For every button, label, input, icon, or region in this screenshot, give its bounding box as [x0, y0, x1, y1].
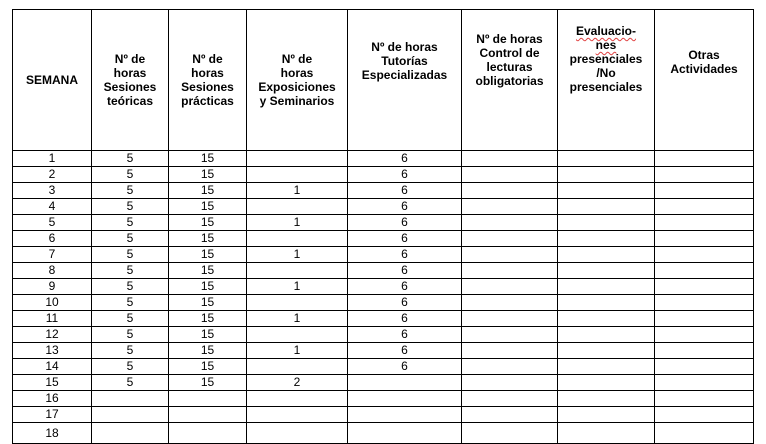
- cell-practicas: 15: [169, 375, 247, 391]
- header-line: Nº de: [192, 52, 223, 66]
- cell-teoricas: 5: [92, 263, 169, 279]
- cell-semana: 13: [13, 343, 92, 359]
- cell-lecturas: [462, 215, 558, 231]
- cell-evaluaciones: [558, 167, 655, 183]
- cell-otras: [655, 391, 754, 407]
- cell-tutorias: [348, 391, 462, 407]
- cell-tutorias: 6: [348, 327, 462, 343]
- table-row: [13, 327, 754, 343]
- cell-teoricas: 5: [92, 359, 169, 375]
- table-row: [13, 199, 754, 215]
- header-line: Evaluacio-: [575, 24, 637, 38]
- header-line: Nº de horas: [371, 40, 438, 54]
- cell-evaluaciones: [558, 263, 655, 279]
- cell-practicas: 15: [169, 327, 247, 343]
- header-line: Nº de: [281, 52, 313, 66]
- cell-teoricas: 5: [92, 327, 169, 343]
- cell-lecturas: [462, 151, 558, 167]
- cell-tutorias: 6: [348, 311, 462, 327]
- cell-practicas: 15: [169, 199, 247, 215]
- cell-semana: 8: [13, 263, 92, 279]
- cell-otras: [655, 167, 754, 183]
- cell-exposiciones: [247, 199, 348, 215]
- header-line: Otras: [688, 48, 720, 62]
- header-line: y Seminarios: [259, 94, 335, 108]
- cell-tutorias: 6: [348, 231, 462, 247]
- cell-exposiciones: 1: [247, 311, 348, 327]
- cell-evaluaciones: [558, 327, 655, 343]
- cell-exposiciones: [247, 231, 348, 247]
- cell-teoricas: 5: [92, 247, 169, 263]
- cell-practicas: 15: [169, 183, 247, 199]
- cell-tutorias: 6: [348, 167, 462, 183]
- header-semana: [13, 10, 92, 151]
- weekly-hours-table: [12, 9, 754, 444]
- cell-teoricas: 5: [92, 311, 169, 327]
- cell-exposiciones: 1: [247, 215, 348, 231]
- cell-lecturas: [462, 327, 558, 343]
- cell-semana: 14: [13, 359, 92, 375]
- cell-lecturas: [462, 247, 558, 263]
- cell-semana: 3: [13, 183, 92, 199]
- cell-practicas: [169, 391, 247, 407]
- table-row: [13, 407, 754, 423]
- cell-practicas: 15: [169, 343, 247, 359]
- header-line: Sesiones: [181, 80, 234, 94]
- cell-exposiciones: [247, 295, 348, 311]
- cell-lecturas: [462, 359, 558, 375]
- cell-semana: 1: [13, 151, 92, 167]
- table-row: [13, 343, 754, 359]
- cell-otras: [655, 151, 754, 167]
- header-line: Nº de: [114, 52, 146, 66]
- cell-evaluaciones: [558, 311, 655, 327]
- cell-otras: [655, 359, 754, 375]
- cell-tutorias: [348, 375, 462, 391]
- cell-tutorias: 6: [348, 199, 462, 215]
- cell-semana: 12: [13, 327, 92, 343]
- schedule-table-container: [12, 9, 754, 444]
- cell-tutorias: 6: [348, 343, 462, 359]
- cell-lecturas: [462, 375, 558, 391]
- cell-practicas: [169, 407, 247, 423]
- cell-evaluaciones: [558, 343, 655, 359]
- header-row: [13, 10, 754, 151]
- cell-teoricas: 5: [92, 183, 169, 199]
- cell-teoricas: 5: [92, 151, 169, 167]
- cell-semana: 5: [13, 215, 92, 231]
- cell-otras: [655, 183, 754, 199]
- cell-practicas: 15: [169, 279, 247, 295]
- cell-evaluaciones: [558, 407, 655, 423]
- cell-tutorias: 6: [348, 151, 462, 167]
- header-exposiciones: [247, 10, 348, 151]
- cell-otras: [655, 343, 754, 359]
- cell-evaluaciones: [558, 247, 655, 263]
- cell-exposiciones: 2: [247, 375, 348, 391]
- cell-tutorias: 6: [348, 295, 462, 311]
- cell-semana: 7: [13, 247, 92, 263]
- header-line: Exposiciones: [258, 80, 336, 94]
- cell-evaluaciones: [558, 375, 655, 391]
- header-line: Sesiones: [103, 80, 157, 94]
- header-line: horas: [191, 66, 224, 80]
- header-line: obligatorias: [475, 74, 544, 88]
- cell-tutorias: 6: [348, 279, 462, 295]
- cell-exposiciones: 1: [247, 343, 348, 359]
- cell-practicas: 15: [169, 231, 247, 247]
- cell-otras: [655, 375, 754, 391]
- cell-teoricas: 5: [92, 199, 169, 215]
- table-row: [13, 167, 754, 183]
- cell-evaluaciones: [558, 295, 655, 311]
- cell-lecturas: [462, 167, 558, 183]
- table-body: [13, 151, 754, 444]
- cell-teoricas: 5: [92, 167, 169, 183]
- cell-exposiciones: [247, 359, 348, 375]
- cell-otras: [655, 327, 754, 343]
- cell-lecturas: [462, 391, 558, 407]
- cell-exposiciones: [247, 391, 348, 407]
- cell-semana: 10: [13, 295, 92, 311]
- cell-exposiciones: [247, 167, 348, 183]
- cell-semana: 15: [13, 375, 92, 391]
- cell-lecturas: [462, 263, 558, 279]
- cell-practicas: 15: [169, 215, 247, 231]
- cell-otras: [655, 215, 754, 231]
- cell-lecturas: [462, 183, 558, 199]
- table-row: [13, 391, 754, 407]
- cell-evaluaciones: [558, 183, 655, 199]
- cell-tutorias: 6: [348, 359, 462, 375]
- cell-exposiciones: [247, 327, 348, 343]
- header-line: lecturas: [486, 60, 533, 74]
- header-line: nes: [595, 38, 617, 52]
- cell-evaluaciones: [558, 151, 655, 167]
- cell-practicas: 15: [169, 311, 247, 327]
- cell-tutorias: 6: [348, 263, 462, 279]
- cell-semana: 11: [13, 311, 92, 327]
- cell-lecturas: [462, 295, 558, 311]
- cell-teoricas: [92, 407, 169, 423]
- cell-teoricas: 5: [92, 295, 169, 311]
- cell-teoricas: 5: [92, 279, 169, 295]
- table-row: [13, 263, 754, 279]
- header-line: Especializadas: [361, 68, 448, 82]
- header-line: Tutorías: [381, 54, 428, 68]
- cell-lecturas: [462, 199, 558, 215]
- cell-practicas: 15: [169, 359, 247, 375]
- cell-teoricas: [92, 391, 169, 407]
- cell-practicas: 15: [169, 247, 247, 263]
- cell-tutorias: 6: [348, 215, 462, 231]
- cell-evaluaciones: [558, 391, 655, 407]
- cell-evaluaciones: [558, 215, 655, 231]
- cell-evaluaciones: [558, 199, 655, 215]
- cell-otras: [655, 263, 754, 279]
- table-row: [13, 279, 754, 295]
- cell-lecturas: [462, 279, 558, 295]
- cell-evaluaciones: [558, 359, 655, 375]
- cell-evaluaciones: [558, 279, 655, 295]
- cell-practicas: 15: [169, 263, 247, 279]
- cell-exposiciones: [247, 263, 348, 279]
- table-row: [13, 311, 754, 327]
- cell-lecturas: [462, 343, 558, 359]
- cell-semana: 4: [13, 199, 92, 215]
- cell-teoricas: 5: [92, 343, 169, 359]
- header-line: horas: [113, 66, 147, 80]
- cell-otras: [655, 231, 754, 247]
- cell-evaluaciones: [558, 231, 655, 247]
- cell-otras: [655, 199, 754, 215]
- header-line: presenciales: [569, 80, 643, 94]
- cell-otras: [655, 311, 754, 327]
- table-row: [13, 215, 754, 231]
- cell-otras: [655, 295, 754, 311]
- header-line: Actividades: [670, 62, 738, 76]
- cell-exposiciones: 1: [247, 247, 348, 263]
- table-row: [13, 151, 754, 167]
- cell-tutorias: 6: [348, 247, 462, 263]
- cell-exposiciones: 1: [247, 183, 348, 199]
- header-evaluaciones: [558, 10, 655, 151]
- header-control-lecturas: [462, 10, 558, 151]
- cell-teoricas: 5: [92, 375, 169, 391]
- cell-tutorias: [348, 407, 462, 423]
- header-sesiones-practicas: [169, 10, 247, 151]
- cell-semana: 17: [13, 407, 92, 423]
- header-line: Nº de horas: [476, 32, 543, 46]
- cell-practicas: 15: [169, 295, 247, 311]
- cell-practicas: 15: [169, 151, 247, 167]
- cell-otras: [655, 247, 754, 263]
- table-row: [13, 231, 754, 247]
- cell-teoricas: 5: [92, 231, 169, 247]
- cell-lecturas: [462, 407, 558, 423]
- cell-semana: 2: [13, 167, 92, 183]
- cell-lecturas: [462, 311, 558, 327]
- cell-exposiciones: [247, 151, 348, 167]
- cell-exposiciones: [247, 407, 348, 423]
- cell-otras: [655, 407, 754, 423]
- table-row: [13, 295, 754, 311]
- cell-tutorias: 6: [348, 183, 462, 199]
- header-line: prácticas: [181, 94, 234, 108]
- header-otras-actividades: [655, 10, 754, 151]
- header-line: /No: [596, 66, 616, 80]
- header-line: horas: [280, 66, 314, 80]
- header-line: presenciales: [569, 52, 643, 66]
- header-tutorias: [348, 10, 462, 151]
- cell-semana: 16: [13, 391, 92, 407]
- header-line: Control de: [479, 46, 540, 60]
- cell-practicas: 15: [169, 167, 247, 183]
- cell-lecturas: [462, 231, 558, 247]
- cell-teoricas: 5: [92, 215, 169, 231]
- cell-semana: 6: [13, 231, 92, 247]
- table-row: [13, 359, 754, 375]
- cell-semana: 18: [13, 423, 92, 444]
- cell-otras: [655, 279, 754, 295]
- cell-exposiciones: 1: [247, 279, 348, 295]
- table-row: [13, 183, 754, 199]
- cell-semana: 9: [13, 279, 92, 295]
- table-row: [13, 375, 754, 391]
- header-sesiones-teoricas: [92, 10, 169, 151]
- header-line: teóricas: [106, 94, 154, 108]
- table-row: [13, 247, 754, 263]
- header-line: SEMANA: [25, 73, 78, 87]
